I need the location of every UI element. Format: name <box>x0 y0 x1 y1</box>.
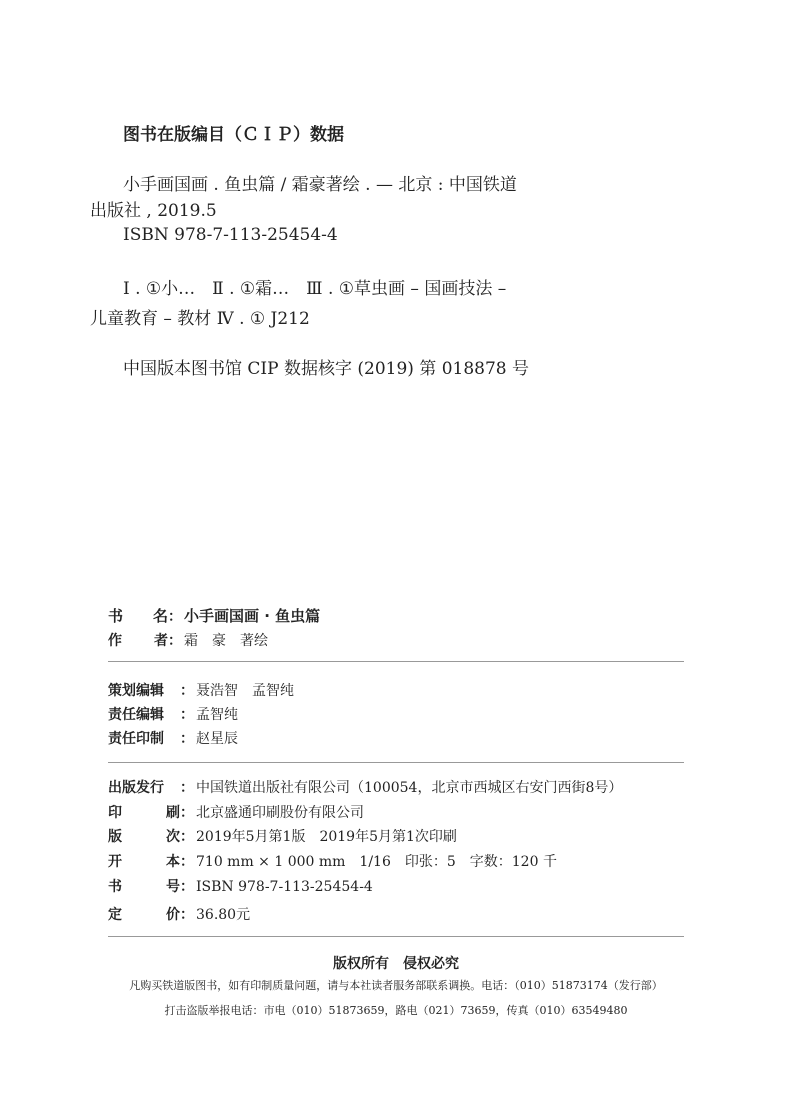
rights-heading: 版权所有 侵权必究 <box>333 956 459 972</box>
label: 责任编辑 <box>108 707 164 723</box>
label-char: 者 <box>154 633 168 649</box>
colophon-publisher <box>108 777 622 797</box>
label-char: 次 <box>166 829 180 845</box>
label-char: 号 <box>166 879 180 895</box>
cip-line-2: 出版社 , 2019.5 <box>90 201 217 221</box>
label: 策划编辑 <box>108 683 164 699</box>
label-colon: ： <box>180 854 194 870</box>
cip-line-1: 小手画国画 . 鱼虫篇 / 霜豪著绘 . — 北京 : 中国铁道 <box>123 175 517 195</box>
cip-line-5: 儿童教育 – 教材 Ⅳ . ① J212 <box>90 309 310 329</box>
label: 责任印制 <box>108 731 164 747</box>
label-char: 价 <box>166 907 180 923</box>
label-char: 刷 <box>166 805 180 821</box>
colophon-format <box>108 851 557 871</box>
cip-line-3: ISBN 978-7-113-25454-4 <box>123 225 338 245</box>
book-number-value: ISBN 978-7-113-25454-4 <box>196 879 373 895</box>
label-char: 作 <box>108 633 122 649</box>
colophon-author <box>108 630 268 650</box>
cip-line-4: Ⅰ . ①小… Ⅱ . ①霜… Ⅲ . ①草虫画 – 国画技法 – <box>123 279 507 299</box>
label-colon: ： <box>180 829 194 845</box>
label-colon: ： <box>180 879 194 895</box>
colophon-book-number <box>108 876 373 896</box>
colophon-responsible-editor <box>108 704 238 724</box>
label-char: 本 <box>166 854 180 870</box>
label-char: 书 <box>108 607 124 625</box>
label-colon: ： <box>168 609 182 625</box>
printer-value: 北京盛通印刷股份有限公司 <box>196 805 364 821</box>
label-colon: ： <box>180 780 194 796</box>
divider <box>108 762 684 763</box>
rights-notice: 凡购买铁道版图书，如有印制质量问题，请与本社读者服务部联系调换。电话：（010）51873174（发行部） <box>129 979 663 992</box>
price-value: 36.80元 <box>196 907 251 923</box>
label-colon: ： <box>180 707 194 723</box>
label-colon: ： <box>180 805 194 821</box>
divider <box>108 936 684 937</box>
colophon-printer <box>108 802 364 822</box>
label-colon: ： <box>168 633 182 649</box>
cip-line-6: 中国版本图书馆 CIP 数据核字 (2019) 第 018878 号 <box>123 359 530 379</box>
edition-value: 2019年5月第1版 2019年5月第1次印刷 <box>196 829 457 845</box>
format-value: 710 mm × 1 000 mm 1/16 印张：5 字数：120 千 <box>196 854 557 870</box>
divider <box>108 661 684 662</box>
label-char: 开 <box>108 854 122 870</box>
label-char: 书 <box>108 879 122 895</box>
label-colon: ： <box>180 907 194 923</box>
label-char: 名 <box>152 607 168 625</box>
label-char: 版 <box>108 829 122 845</box>
label: 出版发行 <box>108 780 164 796</box>
cip-title: 图书在版编目（ＣＩＰ）数据 <box>123 125 344 145</box>
colophon-print-supervisor <box>108 728 238 748</box>
rights-report: 打击盗版举报电话：市电（010）51873659，路电（021）73659，传真（010）63549480 <box>164 1004 628 1017</box>
colophon-planning-editor <box>108 680 294 700</box>
label-colon: ： <box>180 731 194 747</box>
label-char: 印 <box>108 805 122 821</box>
publisher-value: 中国铁道出版社有限公司（100054，北京市西城区右安门西街8号） <box>196 780 623 796</box>
book-name-value: 小手画国画 · 鱼虫篇 <box>184 607 321 625</box>
colophon-book-name <box>108 605 320 626</box>
label-char: 定 <box>108 907 122 923</box>
planning-editor-value: 聂浩智 孟智纯 <box>196 683 294 699</box>
label-colon: ： <box>180 683 194 699</box>
print-supervisor-value: 赵星辰 <box>196 731 238 747</box>
colophon-price <box>108 904 250 924</box>
author-value: 霜 豪 著绘 <box>184 633 268 649</box>
responsible-editor-value: 孟智纯 <box>196 707 238 723</box>
colophon-edition <box>108 826 457 846</box>
